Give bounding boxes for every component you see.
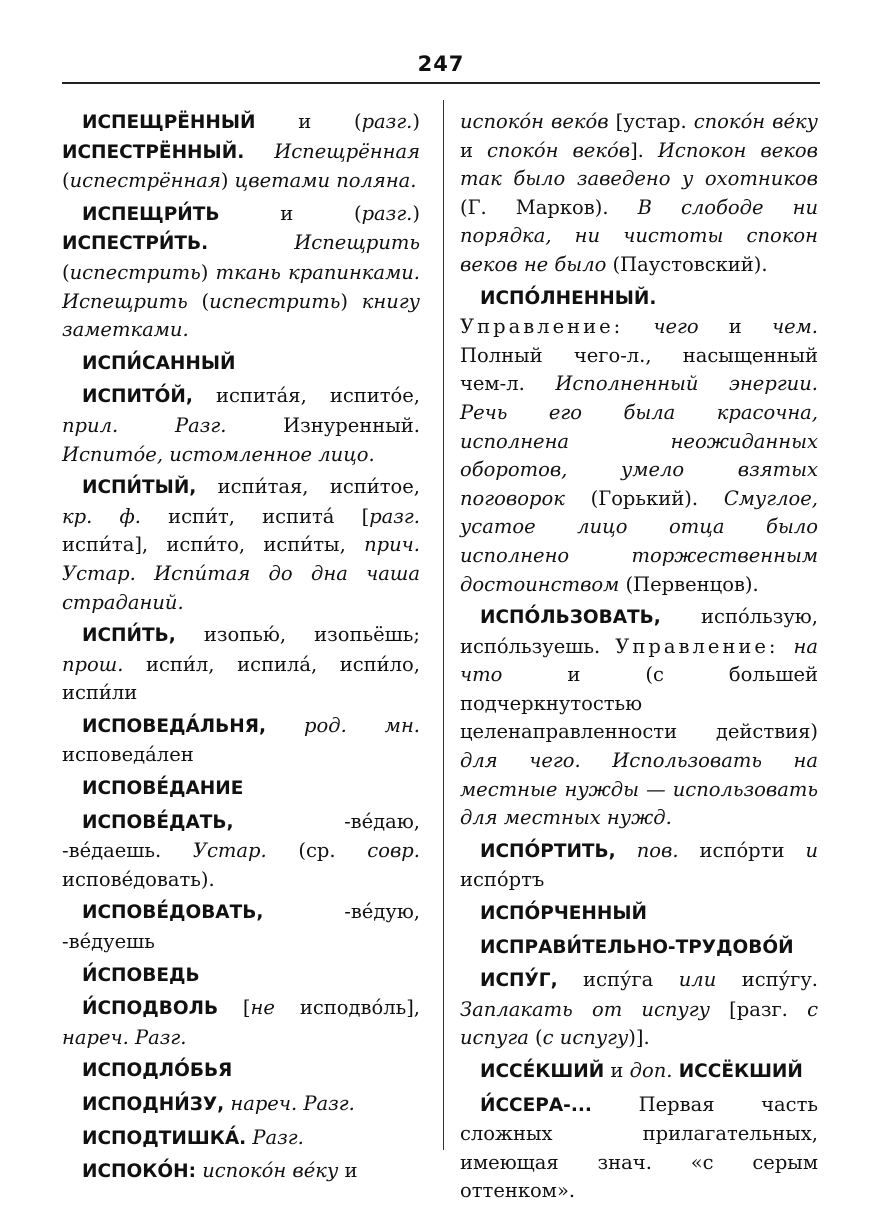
grammar-label: кр. ф.: [62, 504, 141, 528]
grammar-label: нареч. Разг.: [230, 1092, 355, 1115]
source: (Г. Марков).: [460, 195, 638, 219]
example: Использовать на местные нужды — использовать для местных нужд.: [460, 749, 818, 830]
usage-label: Управление:: [460, 315, 624, 339]
headword: ИСПУ́Г,: [480, 970, 558, 992]
grammar-label: нареч. Разг.: [62, 1025, 187, 1049]
entry-ispovedat: ИСПОВЕ́ДАТЬ, -ве́даю, -ве́даешь. Устар. (ср. совр. испове́довать).: [62, 809, 420, 891]
entry-ispovedovat: ИСПОВЕ́ДОВАТЬ, -ве́дую, -ве́дуешь: [62, 900, 420, 954]
example: с испуга: [460, 997, 818, 1050]
headword: И́СПОВЕДЬ: [82, 964, 200, 986]
entry-ispokon-continued: испоко́н веко́в [устар. споко́н ве́ку и споко́н веко́в]. Испокон веков так было заведено у охотников (Г. Марков). В слободе ни порядка, ни чистоты спокон веков не было (Паустовский).: [460, 110, 818, 276]
entry-ispoved: [62, 961, 420, 991]
example: В слободе ни порядка, ни чистоты спокон веков не было: [460, 195, 818, 276]
headword: ИСПРАВИ́ТЕЛЬНО-ТРУДОВО́Й: [480, 936, 794, 958]
example: ткань крапинками. Испещрить: [62, 260, 420, 313]
example: Исполненный энергии. Речь его была красочна, исполнена неожиданных оборотов, умело взятых поговорок: [460, 372, 818, 510]
headword: ИСПОДНИ́ЗУ,: [82, 1094, 225, 1115]
entry-ispovedanie: [62, 774, 420, 804]
headword: ИСПО́РТИТЬ,: [480, 840, 616, 862]
entry-ispity: ИСПИ́ТЫЙ, испи́тая, испи́тое, кр. ф. испи́т, испита́ [разг. испи́та], испи́то, испи́ты, прич. Устар. Испи́тая до дна чаша страданий.: [62, 475, 421, 614]
entry-issekshiy: ИССЕ́КШИЙ и доп. ИССЁКШИЙ: [480, 1059, 803, 1082]
definition: Полный чего-л., насыщенный чем-л.: [460, 343, 818, 396]
example: Испещрить: [294, 231, 420, 255]
headword: ИСПОДТИШКА́.: [82, 1127, 247, 1149]
grammar-label: Устар.: [192, 839, 267, 863]
example: Испи́тая до дна чаша страданий.: [62, 561, 421, 614]
example: споко́н веко́в: [487, 138, 631, 162]
entry-ispitoy: ИСПИТО́Й, испита́я, испито́е, прил. Разг. Изнуренный. Испито́е, истомленное лицо.: [62, 384, 420, 466]
example: книгу заметками.: [62, 289, 420, 342]
left-column: [62, 108, 420, 1191]
headword: ИСПИ́ТЬ,: [82, 625, 176, 647]
entry-isportit: ИСПО́РТИТЬ, пов. испо́рти и испо́ртъ: [460, 838, 819, 892]
headword: ИСПО́ЛНЕННЫЙ.: [480, 287, 657, 309]
headword: ИССЕ́КШИЙ: [480, 1061, 605, 1082]
example: с испугу: [542, 1026, 629, 1050]
grammar-label: доп.: [629, 1059, 673, 1082]
grammar-label: род. мн.: [304, 713, 420, 737]
example: Испещрённая: [274, 139, 420, 163]
source: (Первенцов).: [619, 572, 759, 596]
definition: Изнуренный.: [226, 413, 420, 437]
headword: И́ССЕРА-...: [480, 1094, 592, 1116]
example: испоко́н ве́ку: [202, 1159, 339, 1183]
source: (Паустовский).: [606, 252, 768, 276]
headword: ИСПОВЕ́ДАНИЕ: [82, 778, 244, 800]
headword: ИСПЕСТРЁННЫЙ.: [62, 141, 245, 163]
headword: ИСПОВЕ́ДАТЬ,: [82, 811, 234, 833]
entry-ispolnenny: ИСПО́ЛНЕННЫЙ. Управление: чего и чем. Полный чего-л., насыщенный чем-л. Исполненный энергии. Речь его была красочна, исполнена неожиданных оборотов, умело взятых поговорок (Горький). Смуглое, усатое лицо отца было исполнено торжественным достоинством (Первенцов).: [460, 287, 818, 596]
entry-ispug: ИСПУ́Г, испу́га или испу́гу. Заплакать от испугу [разг. с испуга (с испугу)].: [460, 968, 818, 1050]
right-column: [460, 108, 818, 1210]
grammar-label: чего: [653, 315, 699, 339]
definition: Первая часть сложных прилагательных, имеющая знач. «с серым оттенком».: [460, 1092, 818, 1203]
headword: ИСПЕЩРЁННЫЙ: [82, 112, 256, 133]
headword: ИСПОВЕ́ДОВАТЬ,: [82, 902, 264, 924]
grammar-label: пов.: [636, 838, 679, 862]
headword: ИСПОКО́Н:: [82, 1161, 196, 1183]
entry-isporchenny: [460, 899, 818, 929]
headword: И́СПОДВОЛЬ: [82, 998, 219, 1020]
example: Испито́е, истомленное лицо.: [62, 442, 375, 466]
entry-ispisanny: [62, 349, 420, 379]
headword: ИСПИ́САННЫЙ: [82, 352, 236, 374]
entry-ispodtishka: [62, 1124, 420, 1154]
example: Заплакать от испугу: [460, 997, 710, 1021]
header-rule: [62, 82, 820, 84]
grammar-label: для чего.: [460, 749, 581, 773]
headword: ИССЁКШИЙ: [678, 1061, 803, 1082]
grammar-label: на что: [460, 634, 819, 687]
headword: ИСПИ́ТЫЙ,: [82, 477, 197, 499]
headword: ИСПИТО́Й,: [82, 386, 193, 408]
grammar-label: Разг.: [252, 1125, 304, 1149]
entry-ispit: ИСПИ́ТЬ, изопью́, изопьёшь; прош. испи́л, испила́, испи́ло, испи́ли: [62, 623, 420, 705]
entry-ispeshchrit: ИСПЕЩРИ́ТЬ и (разг.) ИСПЕСТРИ́ТЬ. Испещрить (испестрить) ткань крапинками. Испещрить (испестрить) книгу заметками.: [62, 201, 420, 342]
example: Смуглое, усатое лицо отца было исполнено торжественным достоинством: [460, 486, 818, 596]
column-divider: [443, 100, 444, 1150]
example: испестрить: [209, 289, 341, 313]
headword: ИСПО́ЛЬЗОВАТЬ,: [480, 607, 661, 629]
example: испестрить: [69, 260, 201, 284]
entry-issera: [460, 1091, 818, 1206]
grammar-label: прил. Разг.: [62, 413, 227, 437]
headword: ИСПЕЩРИ́ТЬ: [82, 203, 220, 225]
headword: ИСПОДЛО́БЬЯ: [82, 1060, 233, 1082]
entry-ispolzovat: ИСПО́ЛЬЗОВАТЬ, испо́льзую, испо́льзуешь. Управление: на что и (с большей подчеркнутостью целенаправленности действия) для чего. Использовать на местные нужды — использовать для местных нужд.: [460, 605, 819, 830]
headword: ИСПЕСТРИ́ТЬ.: [62, 233, 209, 255]
example: Испокон веков так было заведено у охотников: [460, 138, 818, 191]
page-number: 247: [417, 52, 465, 76]
headword: ИСПО́РЧЕННЫЙ: [480, 903, 648, 925]
entry-ispodvol: И́СПОДВОЛЬ [не исподво́ль], нареч. Разг.: [62, 996, 421, 1049]
entry-ispokon: ИСПОКО́Н: испоко́н ве́ку и: [82, 1159, 358, 1183]
headword: ИСПОВЕДА́ЛЬНЯ,: [82, 715, 267, 737]
grammar-label: прош.: [62, 652, 124, 676]
example: испестрённая: [69, 169, 221, 193]
usage-label: Управление:: [615, 634, 779, 658]
entry-ispodnizu: [62, 1090, 420, 1120]
entry-ispeshchrenny: ИСПЕЩРЁННЫЙ и (разг.) ИСПЕСТРЁННЫЙ. Испещрённая (испестрённая) цветами поляна.: [62, 110, 420, 193]
grammar-label: разг.: [369, 504, 420, 528]
grammar-label: прич. Устар.: [62, 533, 420, 585]
entry-ispovedalnya: ИСПОВЕДА́ЛЬНЯ, род. мн. исповеда́лен: [62, 713, 420, 767]
example: испоко́н веко́в: [460, 110, 609, 133]
source: (Горький).: [564, 486, 724, 510]
entry-ispravitelno-trudovoy: [460, 933, 818, 963]
entry-ispodlobya: [62, 1056, 420, 1086]
grammar-label: чем.: [771, 315, 818, 339]
example: споко́н ве́ку: [693, 110, 818, 133]
example: цветами поляна.: [234, 169, 417, 193]
grammar-label: совр.: [367, 839, 420, 863]
